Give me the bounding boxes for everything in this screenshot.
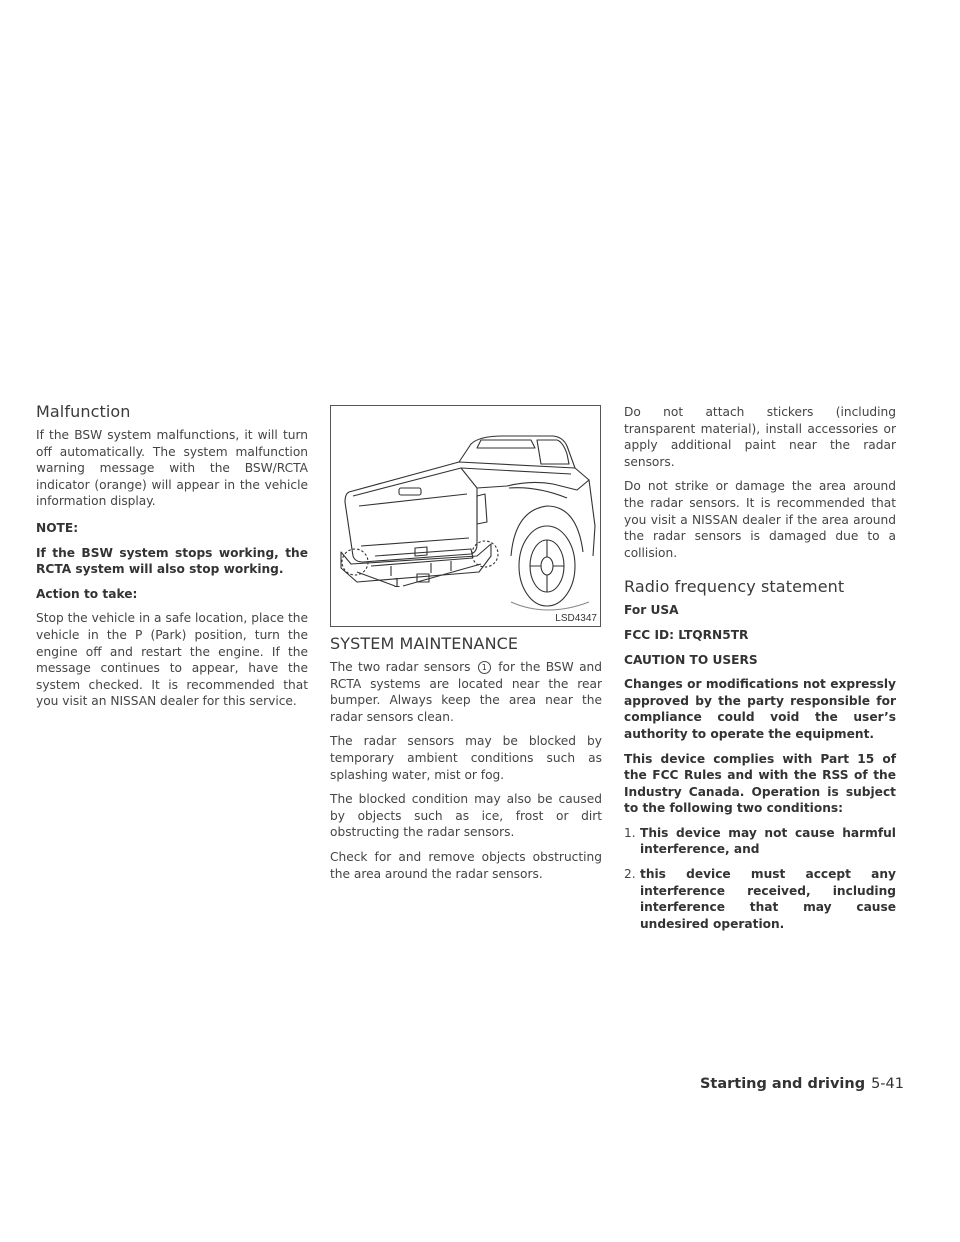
maintenance-paragraph-1: [330, 659, 602, 725]
action-text: Stop the vehicle in a safe location, place the vehicle in the P (Park) position, turn the engine off and restart the engine. If the message continues to appear, have the system checked. It is recommended that you visit an NISSAN dealer for this service.: [36, 611, 308, 709]
maintenance-paragraph-4: Check for and remove objects obstructing the area around the radar sensors.: [330, 849, 602, 881]
list-item-number: 2.: [624, 867, 636, 882]
maintenance-p1-after: for the BSW and RCTA systems are located near the rear bumper. Always keep the area near the radar sensors clean.: [330, 660, 603, 724]
sensor-marker-icon: 1: [478, 661, 491, 674]
list-item-number: 1.: [624, 825, 636, 840]
action-label: Action to take:: [36, 586, 138, 601]
changes-paragraph: Changes or modifications not expressly approved by the party responsible for compliance could void the user’s authority to operate the equipment.: [624, 677, 896, 741]
column-right: [624, 404, 896, 940]
truck-rear-illustration: [330, 405, 601, 627]
for-usa-label: For USA: [624, 603, 679, 618]
maintenance-p1-before: The two radar sensors: [330, 660, 471, 674]
stickers-paragraph: Do not attach stickers (including transparent material), install accessories or apply additional paint near the radar sensors.: [624, 405, 896, 469]
list-item-text: This device may not cause harmful interference, and: [640, 825, 896, 857]
list-item: [624, 866, 896, 932]
figure-callout-1: 1: [393, 576, 401, 590]
page-footer: [700, 1076, 904, 1092]
complies-paragraph: This device complies with Part 15 of the FCC Rules and with the RSS of the Industry Canada. Operation is subject to the following two conditions:: [624, 751, 896, 816]
damage-paragraph: Do not strike or damage the area around the radar sensors. It is recommended that you visit a NISSAN dealer if the area around the radar sensors is damaged due to a collision.: [624, 479, 896, 560]
list-item: [624, 825, 896, 858]
malfunction-paragraph: If the BSW system malfunctions, it will turn off automatically. The system malfunction warning message with the BSW/RCTA indicator (orange) will appear in the vehicle information display.: [36, 428, 308, 509]
column-left: [36, 402, 308, 718]
conditions-list: [624, 825, 896, 933]
page-number: 5-41: [871, 1076, 904, 1092]
truck-drawing: [331, 406, 600, 626]
caution-label: CAUTION TO USERS: [624, 652, 758, 667]
note-text: If the BSW system stops working, the RCTA system will also stop working.: [36, 545, 308, 577]
footer-section-title: Starting and driving: [699, 1076, 866, 1092]
note-label: NOTE:: [36, 520, 79, 535]
figure-id: LSD4347: [555, 613, 597, 624]
maintenance-paragraph-2: The radar sensors may be blocked by temporary ambient conditions such as splashing water, mist or fog.: [330, 734, 602, 782]
column-middle: [330, 634, 602, 890]
maintenance-paragraph-3: The blocked condition may also be caused by objects such as ice, frost or dirt obstructing the radar sensors.: [330, 792, 602, 840]
maintenance-heading: SYSTEM MAINTENANCE: [330, 634, 519, 653]
list-item-text: this device must accept any interference received, including interference that may cause undesired operation.: [640, 867, 896, 931]
radio-heading: Radio frequency statement: [624, 577, 845, 597]
fcc-id: FCC ID: LTQRN5TR: [624, 627, 749, 642]
malfunction-heading: Malfunction: [36, 402, 131, 421]
